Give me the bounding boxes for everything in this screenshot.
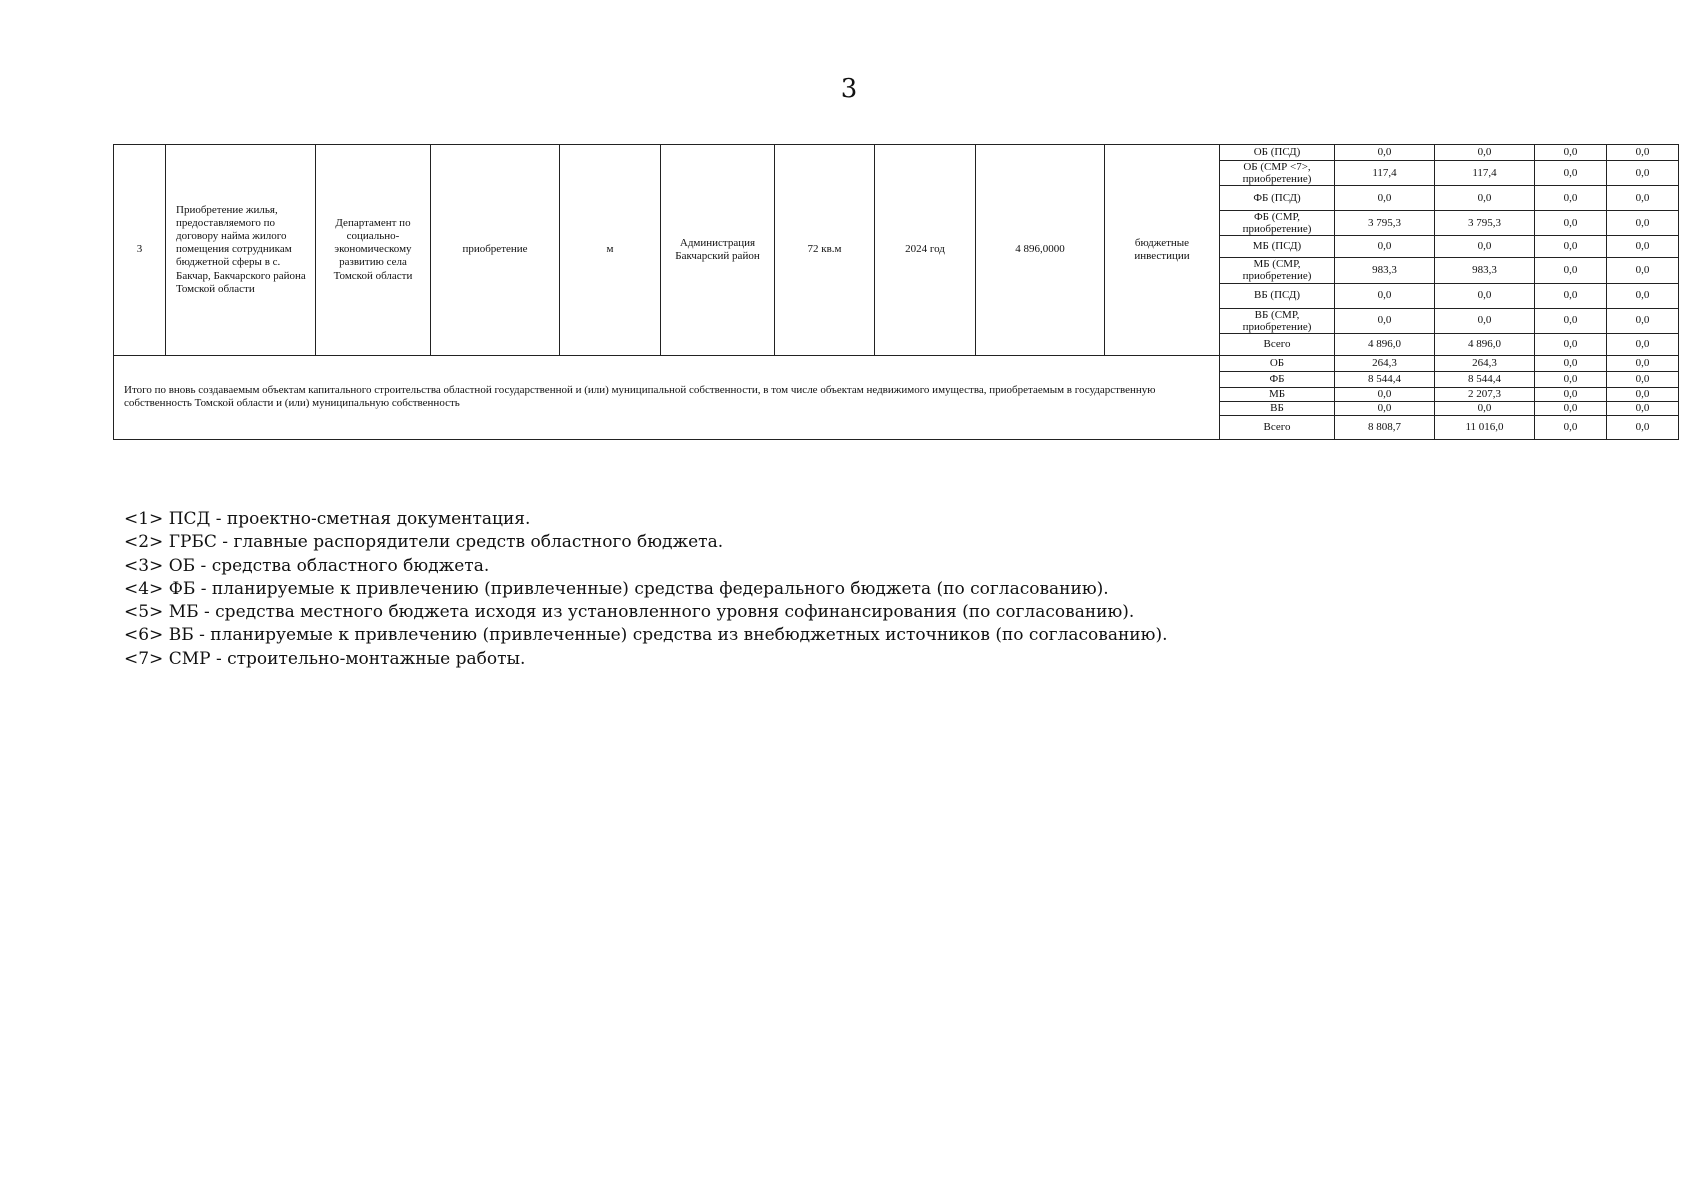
- value-cell: 0,0: [1535, 355, 1607, 371]
- value-cell: 0,0: [1607, 283, 1679, 308]
- value-cell: 0,0: [1535, 258, 1607, 283]
- funding-source: ВБ (ПСД): [1220, 283, 1335, 308]
- value-cell: 3 795,3: [1335, 211, 1435, 236]
- value-cell: 0,0: [1535, 371, 1607, 387]
- footnotes: [124, 508, 1167, 671]
- value-cell: 0,0: [1535, 283, 1607, 308]
- page-number: 3: [840, 74, 858, 104]
- value-cell: 0,0: [1607, 161, 1679, 186]
- value-cell: 0,0: [1435, 236, 1535, 258]
- value-cell: 0,0: [1535, 161, 1607, 186]
- value-cell: 0,0: [1435, 401, 1535, 415]
- value-cell: 0,0: [1335, 387, 1435, 401]
- value-cell: 0,0: [1607, 401, 1679, 415]
- grand-total-label: Итого по вновь создаваемым объектам капитального строительства областной государственной и (или) муниципальной собственности, в том числе объектам недвижимого имущества, приобретаемым в государственную собственность Томской области и (или) муниципальную собственность: [114, 355, 1220, 439]
- funding-source: ФБ (ПСД): [1220, 186, 1335, 211]
- value-cell: 0,0: [1335, 186, 1435, 211]
- value-cell: 0,0: [1535, 236, 1607, 258]
- value-cell: 0,0: [1535, 308, 1607, 333]
- value-cell: 8 544,4: [1435, 371, 1535, 387]
- funding-source: ВБ (СМР, приобретение): [1220, 308, 1335, 333]
- value-cell: 0,0: [1535, 186, 1607, 211]
- value-cell: 0,0: [1535, 333, 1607, 355]
- value-cell: 4 896,0: [1435, 333, 1535, 355]
- value-cell: 0,0: [1607, 387, 1679, 401]
- value-cell: 0,0: [1607, 258, 1679, 283]
- item-unit: м: [560, 145, 661, 356]
- value-cell: 4 896,0: [1335, 333, 1435, 355]
- footnote-psd: <1> ПСД - проектно-сметная документация.: [124, 509, 531, 529]
- value-cell: 0,0: [1535, 401, 1607, 415]
- funding-source: ОБ: [1220, 355, 1335, 371]
- value-cell: 0,0: [1335, 236, 1435, 258]
- value-cell: 0,0: [1535, 416, 1607, 440]
- value-cell: 983,3: [1335, 258, 1435, 283]
- value-cell: 2 207,3: [1435, 387, 1535, 401]
- value-cell: 0,0: [1607, 355, 1679, 371]
- footnote-mb: <5> МБ - средства местного бюджета исходя из установленного уровня софинансирования (по согласованию).: [124, 602, 1135, 623]
- value-cell: 3 795,3: [1435, 211, 1535, 236]
- value-cell: 264,3: [1435, 355, 1535, 371]
- item-number: 3: [114, 145, 166, 356]
- footnote-smr: <7> СМР - строительно-монтажные работы.: [124, 648, 526, 669]
- funding-source: Всего: [1220, 333, 1335, 355]
- value-cell: 0,0: [1435, 186, 1535, 211]
- value-cell: 0,0: [1607, 186, 1679, 211]
- value-cell: 117,4: [1335, 161, 1435, 186]
- item-period: 2024 год: [875, 145, 976, 356]
- value-cell: 0,0: [1435, 283, 1535, 308]
- value-cell: 983,3: [1435, 258, 1535, 283]
- value-cell: 11 016,0: [1435, 416, 1535, 440]
- value-cell: 0,0: [1607, 211, 1679, 236]
- value-cell: 0,0: [1607, 371, 1679, 387]
- footnote-vb: <6> ВБ - планируемые к привлечению (привлеченные) средства из внебюджетных источников (по согласованию).: [124, 625, 1168, 646]
- value-cell: 0,0: [1607, 308, 1679, 333]
- funding-source: ОБ (ПСД): [1220, 145, 1335, 161]
- item-row: [114, 145, 1679, 161]
- funding-source: МБ: [1220, 387, 1335, 401]
- value-cell: 0,0: [1607, 145, 1679, 161]
- item-grbs: Департамент по социально-экономическому развитию села Томской области: [316, 145, 431, 356]
- funding-source: ОБ (СМР <7>, приобретение): [1220, 161, 1335, 186]
- value-cell: 0,0: [1435, 308, 1535, 333]
- funding-source: ВБ: [1220, 401, 1335, 415]
- value-cell: 0,0: [1335, 401, 1435, 415]
- funding-source: ФБ (СМР, приобретение): [1220, 211, 1335, 236]
- item-name: Приобретение жилья, предоставляемого по договору найма жилого помещения сотрудникам бюджетной сферы в с. Бакчар, Бакчарского района Томской области: [166, 145, 316, 356]
- value-cell: 8 544,4: [1335, 371, 1435, 387]
- value-cell: 0,0: [1607, 333, 1679, 355]
- value-cell: 0,0: [1335, 283, 1435, 308]
- footnote-grbs: <2> ГРБС - главные распорядители средств областного бюджета.: [124, 532, 724, 553]
- value-cell: 0,0: [1535, 145, 1607, 161]
- capital-construction-table: [113, 144, 1679, 440]
- value-cell: 117,4: [1435, 161, 1535, 186]
- value-cell: 264,3: [1335, 355, 1435, 371]
- footnote-fb: <4> ФБ - планируемые к привлечению (привлеченные) средства федерального бюджета (по согласованию).: [124, 578, 1109, 599]
- value-cell: 0,0: [1435, 145, 1535, 161]
- item-capacity: 72 кв.м: [775, 145, 875, 356]
- item-work-type: приобретение: [431, 145, 560, 356]
- funding-source: ФБ: [1220, 371, 1335, 387]
- item-estimated-cost: 4 896,0000: [976, 145, 1105, 356]
- value-cell: 0,0: [1335, 145, 1435, 161]
- value-cell: 0,0: [1535, 211, 1607, 236]
- value-cell: 0,0: [1535, 387, 1607, 401]
- funding-source: Всего: [1220, 416, 1335, 440]
- value-cell: 0,0: [1607, 416, 1679, 440]
- value-cell: 0,0: [1335, 308, 1435, 333]
- item-investment-form: бюджетные инвестиции: [1105, 145, 1220, 356]
- item-customer: Администрация Бакчарский район: [661, 145, 775, 356]
- value-cell: 0,0: [1607, 236, 1679, 258]
- funding-source: МБ (ПСД): [1220, 236, 1335, 258]
- funding-source: МБ (СМР, приобретение): [1220, 258, 1335, 283]
- footnote-ob: <3> ОБ - средства областного бюджета.: [124, 555, 490, 576]
- value-cell: 8 808,7: [1335, 416, 1435, 440]
- grand-total-row: [114, 355, 1679, 371]
